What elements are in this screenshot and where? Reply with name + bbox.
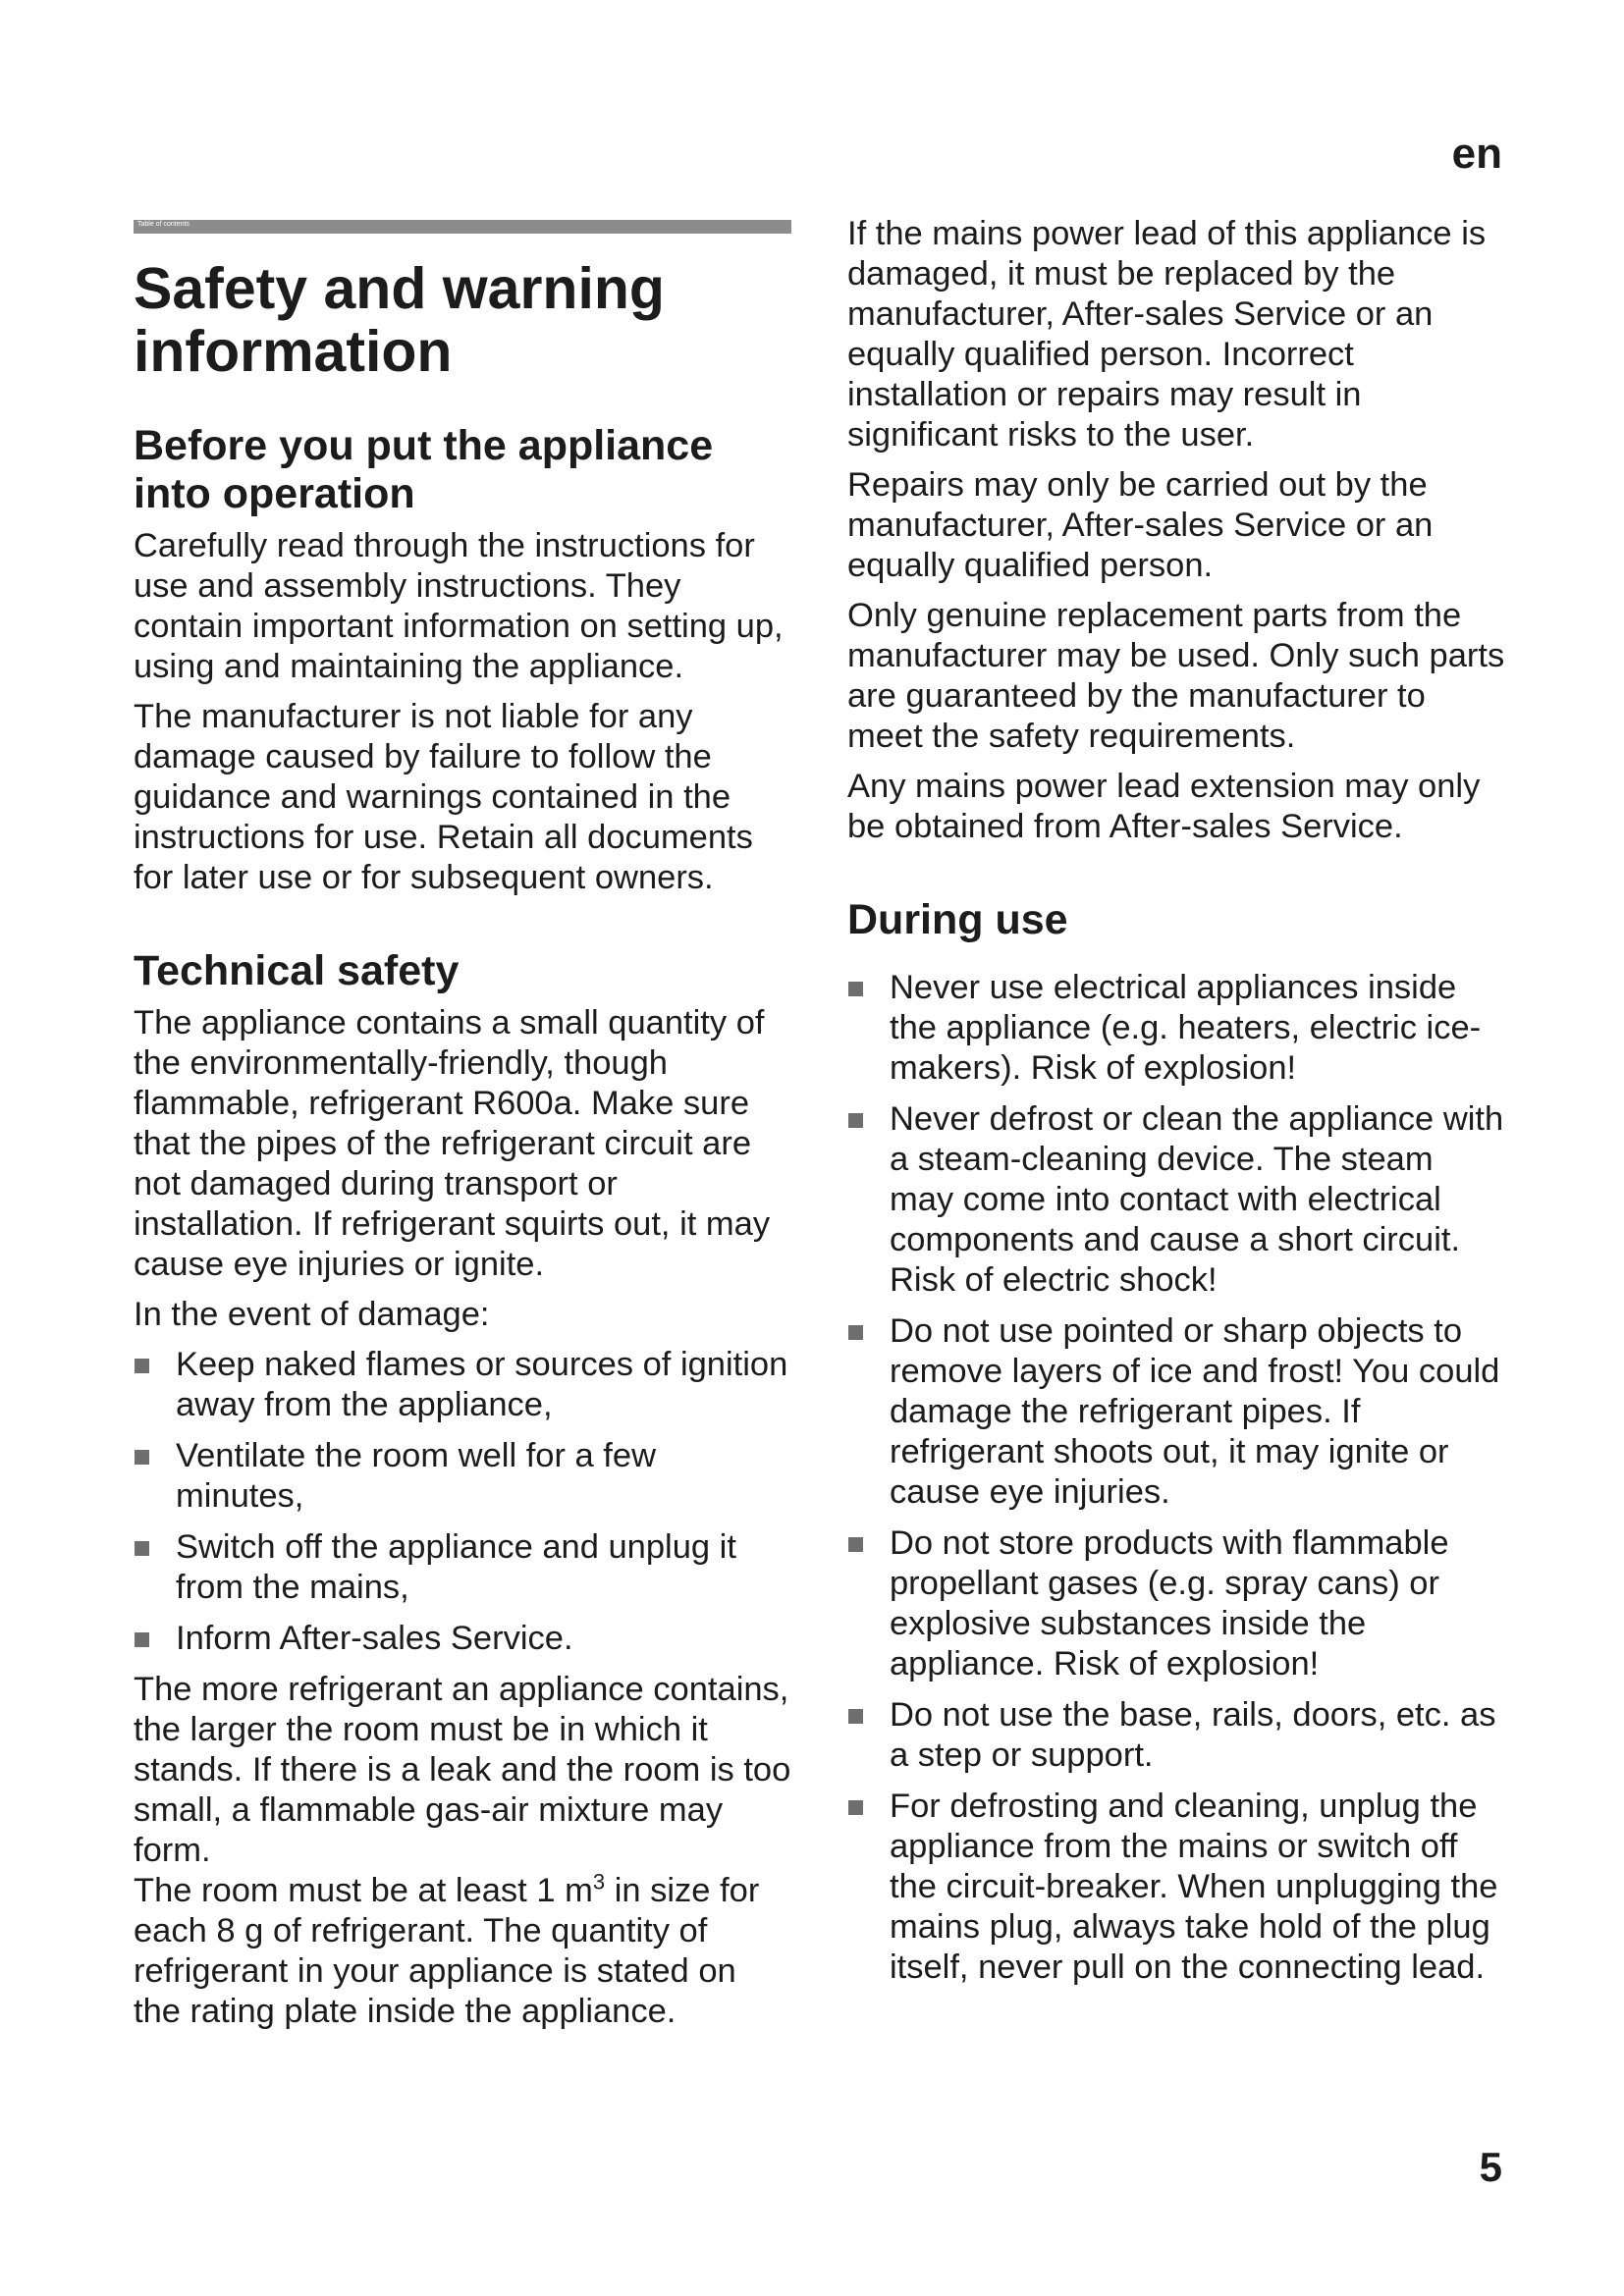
list-item-text: Do not use the base, rails, doors, etc. as a step or support. — [890, 1696, 1496, 1774]
bullet-marker — [135, 1632, 149, 1647]
list-item-text: Never defrost or clean the appliance with a steam-cleaning device. The steam may come into contact with electrical components and cause a short circuit. Risk of electric shock! — [890, 1100, 1504, 1299]
before-paragraph-2: The manufacturer is not liable for any damage caused by failure to follow the guidance and warnings contained in the instructions for use. Retain all documents for later use or for subsequent owners. — [134, 698, 753, 896]
list-item — [847, 1523, 1505, 1684]
bullet-marker — [135, 1541, 149, 1556]
heading-before-line1: Before you put the appliance — [134, 422, 714, 469]
list-item-text: Never use electrical appliances inside the appliance (e.g. heaters, electric ice-makers). Risk of explosion! — [890, 969, 1482, 1087]
left-column — [134, 220, 791, 2042]
list-item-text: Do not store products with flammable propellant gases (e.g. spray cans) or explosive substances inside the appliance. Risk of explosion! — [890, 1524, 1449, 1682]
page-title-line2: information — [134, 319, 453, 384]
list-item-text: For defrosting and cleaning, unplug the appliance from the mains or switch off the circuit-breaker. When unplugging the mains plug, always take hold of the plug itself, never pull on the connecting lead. — [890, 1788, 1498, 1986]
technical-paragraph-4 — [134, 1871, 791, 2032]
bullet-marker — [848, 982, 863, 996]
rule-label: Table of contents — [137, 221, 189, 228]
list-item — [847, 1695, 1505, 1776]
bullet-marker — [848, 1709, 863, 1724]
damage-list — [134, 1345, 791, 1659]
page-title-line1: Safety and warning — [134, 256, 665, 321]
bullet-marker — [848, 1537, 863, 1552]
list-item-text: Switch off the appliance and unplug it from the mains, — [176, 1528, 736, 1606]
heading-technical-safety: Technical safety — [134, 947, 460, 994]
technical-paragraph-2: In the event of damage: — [134, 1296, 490, 1333]
list-item — [134, 1527, 791, 1608]
list-item-text: Keep naked flames or sources of ignition away from the appliance, — [176, 1346, 788, 1423]
list-item — [847, 1099, 1505, 1301]
list-item — [134, 1619, 791, 1659]
before-paragraph-1: Carefully read through the instructions for use and assembly instructions. They contain important information on setting up, using and maintaining the appliance. — [134, 527, 784, 685]
list-item-text: Inform After-sales Service. — [176, 1620, 573, 1657]
list-item — [847, 1311, 1505, 1513]
room-size-text-a: The room must be at least 1 m — [134, 1872, 593, 1909]
list-item-text: Do not use pointed or sharp objects to remove layers of ice and frost! You could damage the refrigerant pipes. If refrigerant shoots out, it may ignite or cause eye injuries. — [890, 1312, 1500, 1511]
technical-paragraph-1: The appliance contains a small quantity of the environmentally-friendly, though flammable, refrigerant R600a. Make sure that the pipes of the refrigerant circuit are not damaged during transport or installation. If refrigerant squirts out, it may cause eye injuries or ignite. — [134, 1004, 771, 1283]
repairs-paragraph: Repairs may only be carried out by the manufacturer, After-sales Service or an equally qualified person. — [847, 466, 1434, 584]
right-column — [847, 214, 1505, 1999]
list-item — [134, 1436, 791, 1517]
bullet-marker — [848, 1800, 863, 1815]
replacement-parts-paragraph: Only genuine replacement parts from the manufacturer may be used. Only such parts are guaranteed by the manufacturer to meet the safety requirements. — [847, 597, 1505, 755]
page-title — [134, 257, 791, 383]
heading-during-use: During use — [847, 896, 1068, 943]
power-lead-paragraph: If the mains power lead of this appliance is damaged, it must be replaced by the manufacturer, After-sales Service or an equally qualified person. Incorrect installation or repairs may result in significant risks to the user. — [847, 215, 1487, 454]
list-item — [134, 1345, 791, 1425]
heading-before-operation — [134, 422, 791, 518]
cubic-superscript: 3 — [592, 1869, 606, 1895]
room-size-text-b: in size for each 8 g of refrigerant. The quantity of refrigerant in your appliance is stated on the rating plate inside the appliance. — [134, 1872, 760, 2030]
bullet-marker — [135, 1450, 149, 1465]
list-item-text: Ventilate the room well for a few minutes, — [176, 1437, 656, 1515]
bullet-marker — [848, 1113, 863, 1128]
list-item — [847, 968, 1505, 1089]
during-use-list — [847, 968, 1505, 1988]
list-item — [847, 1787, 1505, 1988]
extension-paragraph: Any mains power lead extension may only be obtained from After-sales Service. — [847, 768, 1481, 845]
bullet-marker — [135, 1359, 149, 1373]
page-number: 5 — [1479, 2144, 1502, 2190]
technical-paragraph-3: The more refrigerant an appliance contains, the larger the room must be in which it stands. If there is a leak and the room is too small, a flammable gas-air mixture may form. — [134, 1671, 791, 1869]
section-rule — [134, 220, 791, 234]
bullet-marker — [848, 1325, 863, 1340]
heading-before-line2: into operation — [134, 470, 415, 517]
language-code: en — [1451, 130, 1502, 178]
